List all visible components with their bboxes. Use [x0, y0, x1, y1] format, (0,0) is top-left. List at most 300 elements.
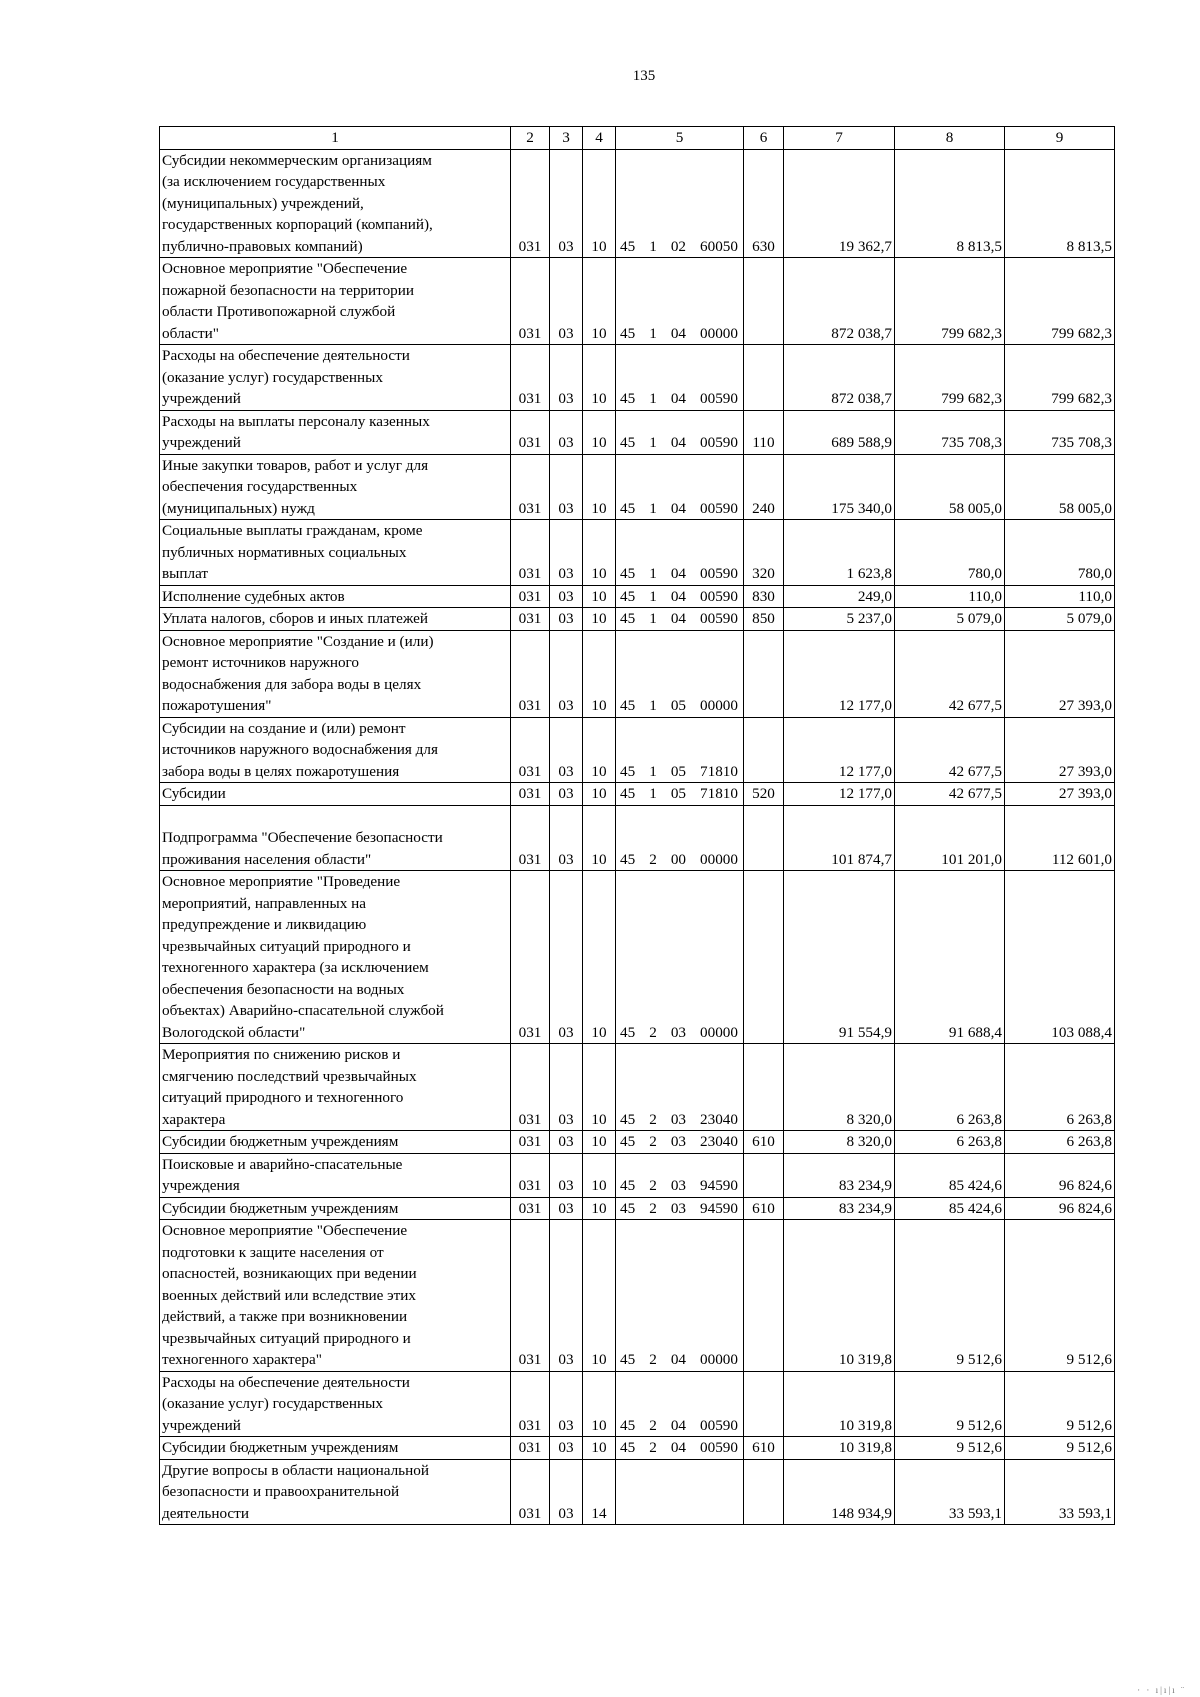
amount-col-7: 148 934,9	[784, 1459, 895, 1525]
code-ministry: 031	[511, 1459, 550, 1525]
code-target-article	[616, 805, 744, 871]
code-ministry: 031	[511, 258, 550, 345]
code-subsection: 10	[583, 1044, 616, 1131]
code-part: 04	[670, 434, 686, 451]
row-name-line: Расходы на выплаты персоналу казенных	[162, 412, 430, 430]
code-ministry: 031	[511, 1044, 550, 1131]
code-part: 2	[649, 1439, 657, 1456]
amount-col-7: 101 874,7	[784, 805, 895, 871]
row-name-line: забора воды в целях пожаротушения	[162, 762, 400, 780]
code-part: 45	[620, 565, 636, 582]
row-name-line: Мероприятия по снижению рисков и	[162, 1046, 401, 1063]
amount-col-7: 175 340,0	[784, 454, 895, 520]
table-body	[160, 149, 1115, 1525]
col-header-1: 1	[160, 127, 511, 150]
code-subsection: 10	[583, 717, 616, 783]
amount-col-8: 780,0	[895, 520, 1005, 586]
code-section: 03	[550, 783, 583, 806]
row-name-line: водоснабжения для забора воды в целях	[162, 675, 422, 693]
amount-col-8: 5 079,0	[895, 608, 1005, 631]
code-part: 03	[670, 1110, 686, 1128]
table-row	[160, 1131, 1115, 1154]
row-name-line: действий, а также при возникновении	[162, 1308, 408, 1325]
code-part: 00590	[700, 587, 738, 605]
row-name-line: чрезвычайных ситуаций природного и	[162, 937, 411, 955]
row-name-line: военных действий или вследствие этих	[162, 1286, 417, 1304]
row-name-line: ситуаций природного и техногенного	[162, 1089, 404, 1106]
row-name-line: опасностей, возникающих при ведении	[162, 1265, 417, 1282]
code-part: 02	[670, 237, 686, 255]
code-part: 45	[620, 499, 636, 517]
code-section: 03	[550, 258, 583, 345]
row-name-line: государственных корпораций (компаний),	[162, 216, 433, 233]
col-header-7: 7	[784, 127, 895, 150]
row-name-line: характера	[162, 1110, 226, 1128]
code-target-article	[616, 345, 744, 411]
row-name	[160, 1153, 511, 1197]
row-name-line: учреждений	[162, 390, 241, 407]
code-part: 00000	[700, 697, 738, 714]
col-header-8: 8	[895, 127, 1005, 150]
row-name-line: ремонт источников наружного	[162, 654, 359, 671]
code-part: 00590	[700, 610, 738, 627]
header-row	[160, 127, 1115, 150]
code-part: 45	[620, 1023, 636, 1041]
code-part: 00590	[700, 499, 738, 517]
code-part: 1	[649, 762, 657, 780]
amount-col-9: 110,0	[1005, 585, 1115, 608]
amount-col-8: 91 688,4	[895, 871, 1005, 1044]
amount-col-7: 83 234,9	[784, 1197, 895, 1220]
row-name	[160, 585, 511, 608]
code-part: 71810	[700, 762, 738, 780]
budget-table	[159, 126, 1115, 1525]
code-part: 45	[620, 1416, 636, 1434]
col-header-3: 3	[550, 127, 583, 150]
code-part: 04	[670, 1351, 686, 1368]
row-name-line: (муниципальных) нужд	[162, 499, 315, 517]
table-row	[160, 1437, 1115, 1460]
row-name-line: Основное мероприятие "Проведение	[162, 873, 401, 890]
amount-col-8: 9 512,6	[895, 1371, 1005, 1437]
amount-col-7: 83 234,9	[784, 1153, 895, 1197]
amount-col-7: 872 038,7	[784, 258, 895, 345]
row-name-line: (оказание услуг) государственных	[162, 368, 383, 386]
amount-col-8: 42 677,5	[895, 717, 1005, 783]
amount-col-7: 5 237,0	[784, 608, 895, 631]
code-subsection: 10	[583, 1197, 616, 1220]
code-subsection: 10	[583, 1153, 616, 1197]
code-ministry: 031	[511, 149, 550, 258]
table-row	[160, 871, 1115, 1044]
code-expense-type: 630	[744, 149, 784, 258]
amount-col-9: 58 005,0	[1005, 454, 1115, 520]
code-part: 60050	[700, 237, 738, 255]
row-name	[160, 805, 511, 871]
code-target-article	[616, 1437, 744, 1460]
amount-col-8: 58 005,0	[895, 454, 1005, 520]
code-part: 00000	[700, 1023, 738, 1041]
code-subsection: 10	[583, 1220, 616, 1372]
code-subsection: 10	[583, 345, 616, 411]
code-section: 03	[550, 149, 583, 258]
row-name-line: деятельности	[162, 1504, 249, 1522]
row-name-line: учреждений	[162, 434, 241, 451]
row-name-line: Субсидии бюджетным учреждениям	[162, 1133, 399, 1150]
table-row	[160, 258, 1115, 345]
code-target-article	[616, 149, 744, 258]
code-part: 45	[620, 610, 636, 627]
amount-col-9: 780,0	[1005, 520, 1115, 586]
code-subsection: 10	[583, 258, 616, 345]
row-name-line: чрезвычайных ситуаций природного и	[162, 1329, 411, 1347]
code-target-article	[616, 454, 744, 520]
code-ministry: 031	[511, 1437, 550, 1460]
row-name	[160, 149, 511, 258]
row-name	[160, 454, 511, 520]
code-section: 03	[550, 1220, 583, 1372]
code-subsection: 10	[583, 1131, 616, 1154]
code-part: 45	[620, 1351, 636, 1368]
code-part: 45	[620, 762, 636, 780]
amount-col-9: 799 682,3	[1005, 258, 1115, 345]
amount-col-7: 689 588,9	[784, 410, 895, 454]
row-name-line: пожаротушения"	[162, 697, 272, 714]
table-row	[160, 1371, 1115, 1437]
amount-col-7: 10 319,8	[784, 1437, 895, 1460]
code-target-article	[616, 1197, 744, 1220]
code-part: 00590	[700, 1416, 738, 1434]
code-expense-type	[744, 258, 784, 345]
code-part: 1	[649, 610, 657, 627]
code-part: 23040	[700, 1110, 738, 1128]
code-ministry: 031	[511, 1371, 550, 1437]
code-ministry: 031	[511, 454, 550, 520]
row-name-line: мероприятий, направленных на	[162, 894, 367, 912]
code-expense-type	[744, 1371, 784, 1437]
row-name-line: предупреждение и ликвидацию	[162, 916, 367, 933]
row-name-line: Подпрограмма "Обеспечение безопасности	[162, 829, 443, 846]
code-part: 45	[620, 1110, 636, 1128]
row-name-line: Основное мероприятие "Обеспечение	[162, 260, 408, 277]
code-part: 2	[649, 1416, 657, 1434]
amount-col-9: 96 824,6	[1005, 1197, 1115, 1220]
code-section: 03	[550, 585, 583, 608]
row-name-line: Субсидии	[162, 785, 226, 802]
row-name-line: публичных нормативных социальных	[162, 543, 407, 561]
code-ministry: 031	[511, 717, 550, 783]
amount-col-7: 872 038,7	[784, 345, 895, 411]
amount-col-9: 8 813,5	[1005, 149, 1115, 258]
code-part: 1	[649, 434, 657, 451]
row-name-line: выплат	[162, 565, 209, 582]
amount-col-7: 91 554,9	[784, 871, 895, 1044]
amount-col-9: 9 512,6	[1005, 1437, 1115, 1460]
code-expense-type: 610	[744, 1437, 784, 1460]
row-name-line: обеспечения государственных	[162, 478, 358, 495]
row-name	[160, 608, 511, 631]
row-name-line: техногенного характера (за исключением	[162, 959, 429, 976]
row-name-line: Субсидии на создание и (или) ремонт	[162, 719, 406, 737]
code-part: 1	[649, 697, 657, 714]
code-target-article	[616, 783, 744, 806]
code-subsection: 10	[583, 871, 616, 1044]
code-section: 03	[550, 630, 583, 717]
row-name-line: Субсидии бюджетным учреждениям	[162, 1439, 399, 1456]
code-subsection: 10	[583, 608, 616, 631]
code-part: 03	[670, 1199, 686, 1217]
code-part: 45	[620, 390, 636, 407]
row-name-line: объектах) Аварийно-спасательной службой	[162, 1002, 444, 1019]
row-name-line: (муниципальных) учреждений,	[162, 194, 364, 212]
code-subsection: 10	[583, 1371, 616, 1437]
code-target-article	[616, 1153, 744, 1197]
code-part: 45	[620, 1177, 636, 1194]
row-name-line: пожарной безопасности на территории	[162, 281, 415, 299]
code-target-article	[616, 1220, 744, 1372]
code-section: 03	[550, 717, 583, 783]
table-row	[160, 1153, 1115, 1197]
code-part: 2	[649, 1133, 657, 1150]
code-part: 1	[649, 237, 657, 255]
code-expense-type	[744, 630, 784, 717]
amount-col-9: 735 708,3	[1005, 410, 1115, 454]
code-expense-type: 240	[744, 454, 784, 520]
code-target-article	[616, 717, 744, 783]
code-part: 2	[649, 1023, 657, 1041]
amount-col-9: 96 824,6	[1005, 1153, 1115, 1197]
code-ministry: 031	[511, 608, 550, 631]
code-part: 04	[670, 565, 686, 582]
code-subsection: 10	[583, 410, 616, 454]
code-section: 03	[550, 454, 583, 520]
code-expense-type	[744, 871, 784, 1044]
amount-col-8: 9 512,6	[895, 1437, 1005, 1460]
code-part: 45	[620, 434, 636, 451]
table-row	[160, 1044, 1115, 1131]
row-name	[160, 1131, 511, 1154]
row-name-line: Вологодской области"	[162, 1023, 306, 1041]
table-row	[160, 717, 1115, 783]
code-part: 71810	[700, 785, 738, 802]
code-part: 00000	[700, 850, 738, 868]
amount-col-8: 735 708,3	[895, 410, 1005, 454]
code-section: 03	[550, 871, 583, 1044]
code-part: 45	[620, 587, 636, 605]
code-expense-type	[744, 1220, 784, 1372]
code-part: 1	[649, 565, 657, 582]
code-part: 2	[649, 850, 657, 868]
amount-col-9: 6 263,8	[1005, 1044, 1115, 1131]
code-section: 03	[550, 345, 583, 411]
code-part: 2	[649, 1351, 657, 1368]
row-name-line: (за исключением государственных	[162, 173, 386, 190]
row-name-line: подготовки к защите населения от	[162, 1243, 384, 1261]
row-name	[160, 258, 511, 345]
code-target-article	[616, 410, 744, 454]
table-row	[160, 805, 1115, 871]
code-part: 1	[649, 324, 657, 342]
row-name-line: Уплата налогов, сборов и иных платежей	[162, 610, 428, 627]
code-subsection: 10	[583, 783, 616, 806]
code-part: 45	[620, 237, 636, 255]
code-section: 03	[550, 1197, 583, 1220]
code-subsection: 10	[583, 805, 616, 871]
code-part: 45	[620, 1133, 636, 1150]
amount-col-7: 12 177,0	[784, 717, 895, 783]
code-target-article	[616, 608, 744, 631]
code-target-article	[616, 871, 744, 1044]
amount-col-9: 27 393,0	[1005, 717, 1115, 783]
code-part: 03	[670, 1023, 686, 1041]
row-name	[160, 871, 511, 1044]
code-ministry: 031	[511, 345, 550, 411]
code-part: 00590	[700, 1439, 738, 1456]
table-row	[160, 520, 1115, 586]
row-name-line: области Противопожарной службой	[162, 303, 396, 320]
code-ministry: 031	[511, 783, 550, 806]
code-part: 04	[670, 390, 686, 407]
code-subsection: 10	[583, 1437, 616, 1460]
amount-col-9: 5 079,0	[1005, 608, 1115, 631]
amount-col-8: 9 512,6	[895, 1220, 1005, 1372]
amount-col-9: 103 088,4	[1005, 871, 1115, 1044]
row-name-line: Субсидии некоммерческим организациям	[162, 151, 432, 169]
row-name-line: Иные закупки товаров, работ и услуг для	[162, 456, 429, 474]
code-expense-type: 320	[744, 520, 784, 586]
code-ministry: 031	[511, 585, 550, 608]
amount-col-8: 8 813,5	[895, 149, 1005, 258]
code-ministry: 031	[511, 410, 550, 454]
code-subsection: 10	[583, 630, 616, 717]
code-part: 04	[670, 610, 686, 627]
code-expense-type: 610	[744, 1197, 784, 1220]
amount-col-8: 42 677,5	[895, 783, 1005, 806]
row-name-line: учреждения	[162, 1177, 240, 1194]
code-part: 05	[670, 697, 686, 714]
code-expense-type	[744, 805, 784, 871]
amount-col-8: 42 677,5	[895, 630, 1005, 717]
row-name-line: обеспечения безопасности на водных	[162, 980, 405, 998]
code-part: 45	[620, 324, 636, 342]
code-target-article	[616, 585, 744, 608]
row-name	[160, 630, 511, 717]
code-part: 00	[670, 850, 686, 868]
code-expense-type	[744, 1459, 784, 1525]
code-part: 45	[620, 1439, 636, 1456]
amount-col-8: 799 682,3	[895, 258, 1005, 345]
table-row	[160, 149, 1115, 258]
code-target-article	[616, 1459, 744, 1525]
row-name-line: Расходы на обеспечение деятельности	[162, 1373, 410, 1391]
amount-col-8: 799 682,3	[895, 345, 1005, 411]
code-part: 00590	[700, 390, 738, 407]
code-expense-type	[744, 345, 784, 411]
code-part: 2	[649, 1110, 657, 1128]
code-part: 23040	[700, 1133, 738, 1150]
code-ministry: 031	[511, 871, 550, 1044]
amount-col-7: 19 362,7	[784, 149, 895, 258]
amount-col-8: 85 424,6	[895, 1197, 1005, 1220]
row-name	[160, 1459, 511, 1525]
code-expense-type: 850	[744, 608, 784, 631]
table-row	[160, 345, 1115, 411]
row-name-line: области"	[162, 324, 219, 342]
code-target-article	[616, 1131, 744, 1154]
code-part: 45	[620, 785, 636, 802]
code-part: 00590	[700, 565, 738, 582]
code-part: 05	[670, 762, 686, 780]
amount-col-9: 9 512,6	[1005, 1371, 1115, 1437]
row-name	[160, 1371, 511, 1437]
amount-col-9: 9 512,6	[1005, 1220, 1115, 1372]
row-name	[160, 717, 511, 783]
code-target-article	[616, 1044, 744, 1131]
row-name	[160, 345, 511, 411]
row-name-line: источников наружного водоснабжения для	[162, 741, 438, 758]
code-ministry: 031	[511, 1153, 550, 1197]
amount-col-7: 12 177,0	[784, 630, 895, 717]
code-section: 03	[550, 520, 583, 586]
code-part: 04	[670, 499, 686, 517]
row-name	[160, 1197, 511, 1220]
table-row	[160, 783, 1115, 806]
row-name-line	[162, 806, 508, 828]
code-part: 03	[670, 1133, 686, 1150]
code-part: 94590	[700, 1199, 738, 1217]
code-ministry: 031	[511, 1220, 550, 1372]
code-part: 45	[620, 850, 636, 868]
scan-artifact-icon: · · ı|ı|ı ¨	[1137, 1685, 1186, 1695]
table-row	[160, 1220, 1115, 1372]
table-row	[160, 585, 1115, 608]
code-part: 00000	[700, 1351, 738, 1368]
row-name	[160, 1220, 511, 1372]
col-header-9: 9	[1005, 127, 1115, 150]
code-part: 03	[670, 1177, 686, 1194]
table-row	[160, 1459, 1115, 1525]
amount-col-7: 12 177,0	[784, 783, 895, 806]
amount-col-9: 112 601,0	[1005, 805, 1115, 871]
row-name-line: Основное мероприятие "Создание и (или)	[162, 632, 434, 650]
code-part: 1	[649, 499, 657, 517]
row-name	[160, 1437, 511, 1460]
code-expense-type	[744, 1153, 784, 1197]
amount-col-8: 85 424,6	[895, 1153, 1005, 1197]
row-name-line: смягчению последствий чрезвычайных	[162, 1067, 417, 1085]
table-row	[160, 630, 1115, 717]
code-section: 03	[550, 608, 583, 631]
code-part: 1	[649, 587, 657, 605]
amount-col-9: 6 263,8	[1005, 1131, 1115, 1154]
code-subsection: 10	[583, 454, 616, 520]
code-section: 03	[550, 1437, 583, 1460]
amount-col-9: 799 682,3	[1005, 345, 1115, 411]
row-name-line: учреждений	[162, 1416, 241, 1434]
code-subsection: 10	[583, 149, 616, 258]
code-expense-type	[744, 1044, 784, 1131]
row-name-line: Исполнение судебных актов	[162, 587, 345, 605]
amount-col-8: 110,0	[895, 585, 1005, 608]
code-target-article	[616, 1371, 744, 1437]
col-header-2: 2	[511, 127, 550, 150]
code-part: 00000	[700, 324, 738, 342]
code-part: 2	[649, 1177, 657, 1194]
code-section: 03	[550, 1153, 583, 1197]
code-subsection: 10	[583, 585, 616, 608]
col-header-6: 6	[744, 127, 784, 150]
row-name-line: техногенного характера"	[162, 1351, 322, 1368]
